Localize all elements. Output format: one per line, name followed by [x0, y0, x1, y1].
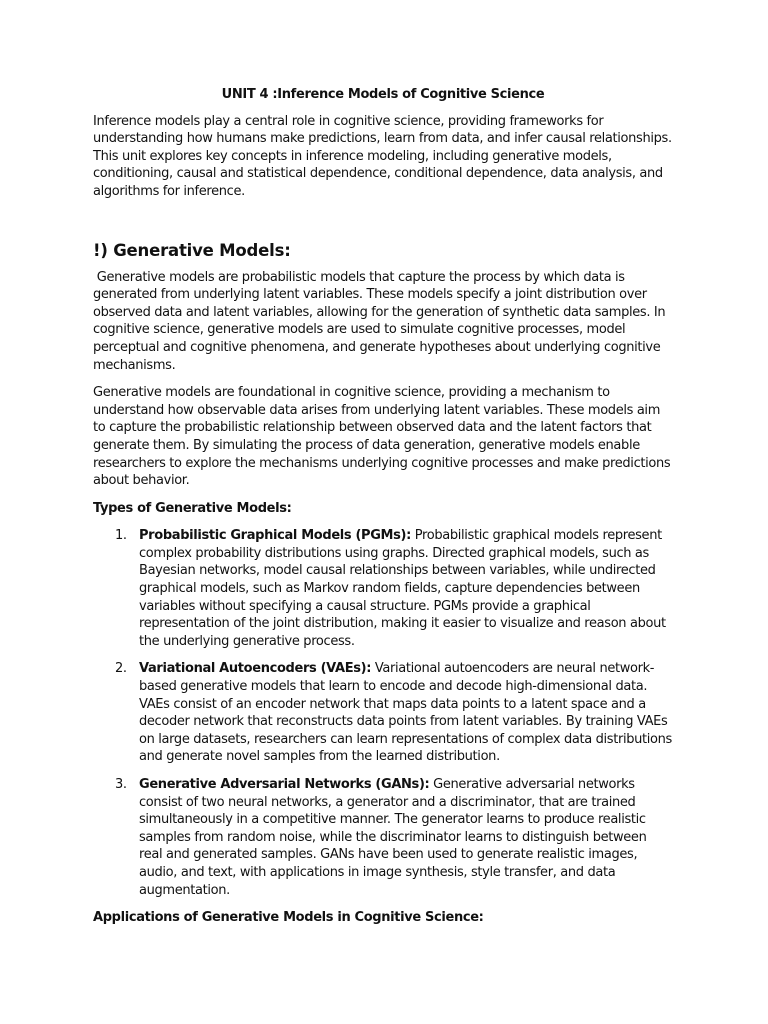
list-item	[93, 660, 673, 766]
list-item-text: Probabilistic graphical models represent complex probability distributions using graphs. Directed graphical models, such as Bayesian networks, model causal relationships between variables, while undirected graphical models, such as Markov random fields, capture dependencies between variables without specifying a causal structure. PGMs provide a graphical representation of the joint distribution, making it easier to visualize and reason about the underlying generative process.	[139, 528, 666, 649]
list-item	[93, 776, 673, 899]
list-item-number: 2.	[115, 661, 127, 677]
list-item-text: Variational autoencoders are neural network-based generative models that learn to encode and decode high-dimensional data. VAEs consist of an encoder network that maps data points to a latent space and a decoder network that reconstructs data points from latent variables. By training VAEs on large datasets, researchers can learn representations of complex data distributions and generate novel samples from the learned distribution.	[139, 661, 672, 765]
list-item	[93, 527, 673, 650]
list-item-number: 3.	[115, 777, 127, 792]
section-heading-generative-models: !) Generative Models:	[93, 240, 291, 260]
list-item-term: Variational Autoencoders (VAEs):	[139, 661, 372, 677]
list-item-term: Probabilistic Graphical Models (PGMs):	[139, 528, 411, 544]
types-heading: Types of Generative Models:	[93, 500, 292, 516]
document-page	[93, 86, 673, 927]
paragraph-definition: Generative models are probabilistic models that capture the process by which data is generated from underlying latent variables. These models specify a joint distribution over observed data and latent variables, allowing for the generation of synthetic data samples. In cognitive science, generative models are used to simulate cognitive processes, model perceptual and cognitive phenomena, and generate hypotheses about underlying cognitive mechanisms.	[93, 269, 670, 373]
list-item-term: Generative Adversarial Networks (GANs):	[139, 777, 430, 792]
list-item-text: Generative adversarial networks consist of two neural networks, a generator and a discriminator, that are trained simultaneously in a competitive manner. The generator learns to produce realistic samples from random noise, while the discriminator learns to distinguish between real and generated samples. GANs have been used to generate realistic images, audio, and text, with applications in image synthesis, style transfer, and data augmentation.	[139, 777, 647, 898]
intro-paragraph: Inference models play a central role in cognitive science, providing frameworks for understanding how humans make predictions, learn from data, and infer causal relationships. This unit explores key concepts in inference modeling, including generative models, conditioning, causal and statistical dependence, conditional dependence, data analysis, and algorithms for inference.	[93, 113, 672, 199]
types-list	[93, 527, 673, 899]
paragraph-foundational: Generative models are foundational in cognitive science, providing a mechanism to understand how observable data arises from underlying latent variables. These models aim to capture the probabilistic relationship between observed data and the latent factors that generate them. By simulating the process of data generation, generative models enable researchers to explore the mechanisms underlying cognitive processes and make predictions about behavior.	[93, 385, 671, 489]
document-title: UNIT 4 :Inference Models of Cognitive Science	[221, 87, 545, 102]
applications-heading: Applications of Generative Models in Cognitive Science:	[93, 910, 484, 926]
list-item-number: 1.	[115, 528, 127, 544]
